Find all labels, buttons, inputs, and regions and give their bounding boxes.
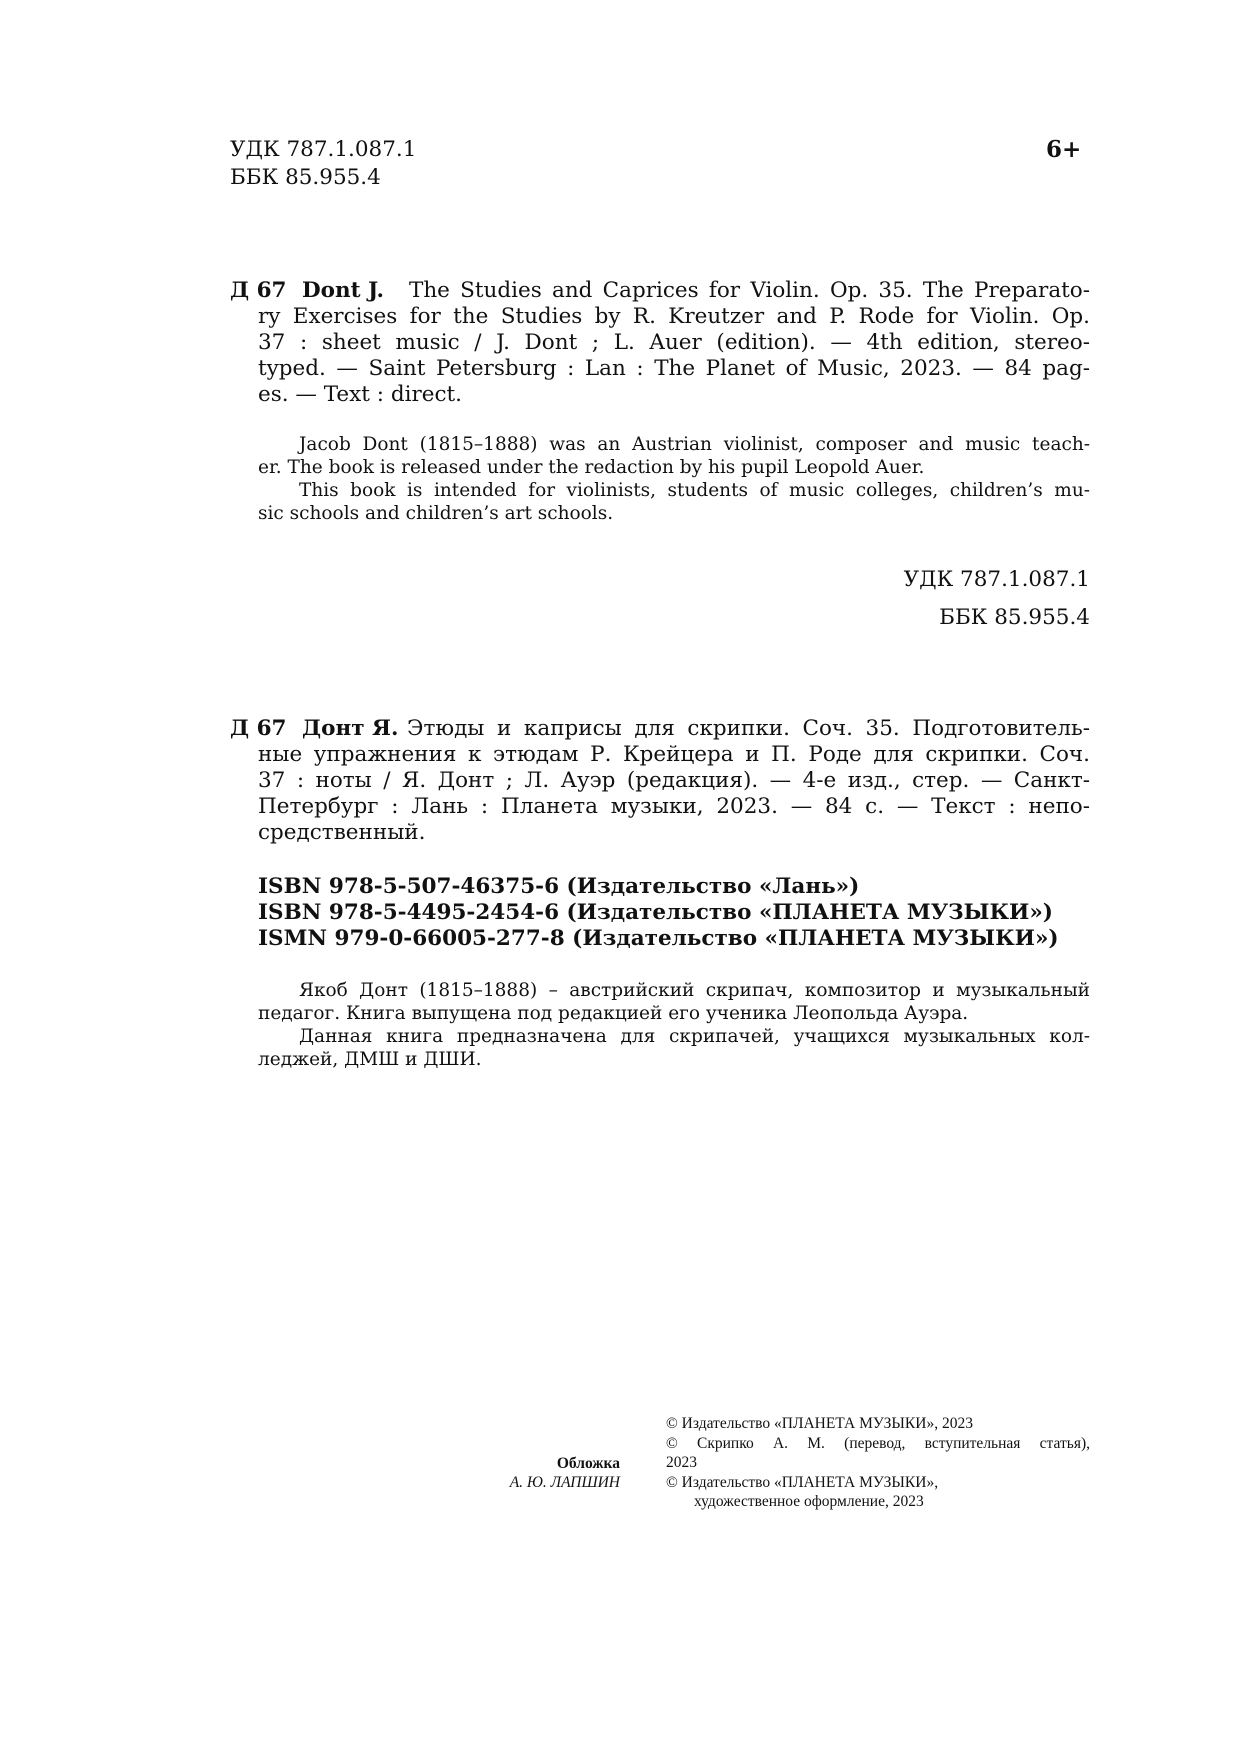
en-entry-line: ry Exercises for the Studies by R. Kreutzer and P. Rode for Violin. Op. — [258, 304, 1090, 329]
ru-annotation-line: леджей, ДМШ и ДШИ. — [258, 1049, 482, 1070]
en-entry-code: Д 67 — [230, 278, 287, 303]
en-annotation-line: sic schools and children’s art schools. — [258, 503, 614, 524]
ru-entry-line: Петербург : Лань : Планета музыки, 2023. — 84 с. — Текст : непо- — [258, 794, 1090, 819]
ru-entry-code: Д 67 — [230, 716, 287, 741]
ru-annotation-line: Якоб Донт (1815–1888) – австрийский скрипач, композитор и музыкальный — [299, 980, 1090, 1001]
cover-credit-label: Обложка — [556, 1455, 620, 1472]
cover-credit-name: А. Ю. ЛАПШИН — [509, 1474, 620, 1491]
en-annotation-line: er. The book is released under the redaction by his pupil Leopold Auer. — [258, 457, 925, 478]
en-entry-line: es. — Text : direct. — [258, 382, 462, 407]
copyright-line: 2023 — [666, 1454, 697, 1471]
copyright-line: © Издательство «ПЛАНЕТА МУЗЫКИ», — [666, 1474, 939, 1491]
bbk-code-right: ББК 85.955.4 — [939, 605, 1090, 630]
en-annotation-line: Jacob Dont (1815–1888) was an Austrian violinist, composer and music teach- — [299, 434, 1090, 455]
en-entry-line: typed. — Saint Petersburg : Lan : The Planet of Music, 2023. — 84 pag- — [258, 356, 1090, 381]
ru-entry-line: ные упражнения к этюдам Р. Крейцера и П. Роде для скрипки. Соч. — [258, 742, 1090, 767]
ru-entry-line: Этюды и каприсы для скрипки. Соч. 35. Подготовитель- — [407, 716, 1090, 741]
isbn-planet: ISBN 978-5-4495-2454-6 (Издательство «ПЛАНЕТА МУЗЫКИ») — [258, 900, 1053, 925]
ru-entry-line: средственный. — [258, 820, 426, 845]
en-entry-line: The Studies and Caprices for Violin. Op. 35. The Preparato- — [409, 278, 1090, 303]
udk-code: УДК 787.1.087.1 — [230, 137, 417, 162]
bbk-code: ББК 85.955.4 — [230, 165, 381, 190]
copyright-line: © Скрипко А. М. (перевод, вступительная статья), — [666, 1435, 1090, 1452]
ru-entry-line: 37 : ноты / Я. Донт ; Л. Ауэр (редакция). — 4-е изд., стер. — Санкт- — [258, 768, 1090, 793]
copyright-line: © Издательство «ПЛАНЕТА МУЗЫКИ», 2023 — [666, 1415, 973, 1432]
copyright-line: художественное оформление, 2023 — [694, 1493, 924, 1510]
udk-code-right: УДК 787.1.087.1 — [903, 567, 1090, 592]
isbn-lan: ISBN 978-5-507-46375-6 (Издательство «Лань») — [258, 874, 860, 899]
en-entry-author: Dont J. — [302, 278, 385, 303]
en-entry-line: 37 : sheet music / J. Dont ; L. Auer (edition). — 4th edition, stereo- — [258, 330, 1090, 355]
ru-annotation-line: Данная книга предназначена для скрипачей, учащихся музыкальных кол- — [299, 1026, 1090, 1047]
en-annotation-line: This book is intended for violinists, students of music colleges, children’s mu- — [299, 480, 1090, 501]
ru-entry-author: Донт Я. — [302, 716, 399, 741]
ismn-planet: ISMN 979-0-66005-277-8 (Издательство «ПЛАНЕТА МУЗЫКИ») — [258, 926, 1059, 951]
ru-annotation-line: педагог. Книга выпущена под редакцией его ученика Леопольда Ауэра. — [258, 1003, 969, 1024]
age-rating: 6+ — [1046, 136, 1082, 163]
